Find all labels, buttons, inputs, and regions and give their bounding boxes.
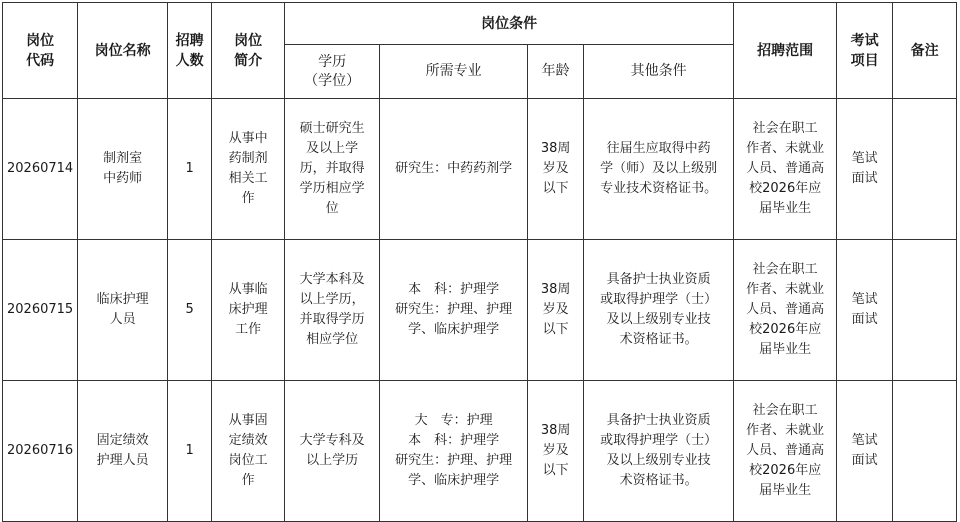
job-exam: 笔试 面试 [837,99,893,240]
header-count: 招聘 人数 [168,3,212,99]
header-other: 其他条件 [584,45,734,99]
header-conditions: 岗位条件 [285,3,734,45]
header-remark: 备注 [893,3,957,99]
job-count: 1 [168,99,212,240]
job-remark [893,381,957,522]
job-name: 制剂室 中药师 [78,99,168,240]
header-age: 年龄 [528,45,584,99]
job-scope: 社会在职工 作者、未就业 人员、普通高 校2026年应 届毕业生 [734,99,837,240]
job-count: 1 [168,381,212,522]
recruitment-table [2,2,957,522]
job-other: 具备护士执业资质 或取得护理学（士） 及以上级别专业技 术资格证书。 [584,381,734,522]
job-education: 大学专科及 以上学历 [285,381,380,522]
header-exam: 考试 项目 [837,3,893,99]
job-education: 大学本科及 以上学历， 并取得学历 相应学位 [285,240,380,381]
table-row [3,99,957,240]
job-count: 5 [168,240,212,381]
job-code: 20260714 [3,99,78,240]
job-remark [893,99,957,240]
job-intro: 从事临 床护理 工作 [212,240,285,381]
job-age: 38周 岁及 以下 [528,240,584,381]
job-major: 大 专：护理 本 科：护理学 研究生：护理、护理 学、临床护理学 [380,381,528,522]
job-intro: 从事中 药制剂 相关工 作 [212,99,285,240]
job-code: 20260716 [3,381,78,522]
job-education: 硕士研究生 及以上学 历，并取得 学历相应学 位 [285,99,380,240]
job-major: 研究生：中药药剂学 [380,99,528,240]
job-name: 固定绩效 护理人员 [78,381,168,522]
job-code: 20260715 [3,240,78,381]
job-exam: 笔试 面试 [837,381,893,522]
header-major: 所需专业 [380,45,528,99]
job-other: 往届生应取得中药 学（师）及以上级别 专业技术资格证书。 [584,99,734,240]
job-major: 本 科：护理学 研究生：护理、护理 学、临床护理学 [380,240,528,381]
job-remark [893,240,957,381]
job-other: 具备护士执业资质 或取得护理学（士） 及以上级别专业技 术资格证书。 [584,240,734,381]
table-row [3,240,957,381]
header-intro: 岗位 简介 [212,3,285,99]
job-scope: 社会在职工 作者、未就业 人员、普通高 校2026年应 届毕业生 [734,240,837,381]
job-scope: 社会在职工 作者、未就业 人员、普通高 校2026年应 届毕业生 [734,381,837,522]
job-age: 38周 岁及 以下 [528,99,584,240]
table-row [3,381,957,522]
header-name: 岗位名称 [78,3,168,99]
job-age: 38周 岁及 以下 [528,381,584,522]
header-code: 岗位 代码 [3,3,78,99]
job-name: 临床护理 人员 [78,240,168,381]
job-intro: 从事固 定绩效 岗位工 作 [212,381,285,522]
header-education: 学历 （学位） [285,45,380,99]
header-scope: 招聘范围 [734,3,837,99]
job-exam: 笔试 面试 [837,240,893,381]
